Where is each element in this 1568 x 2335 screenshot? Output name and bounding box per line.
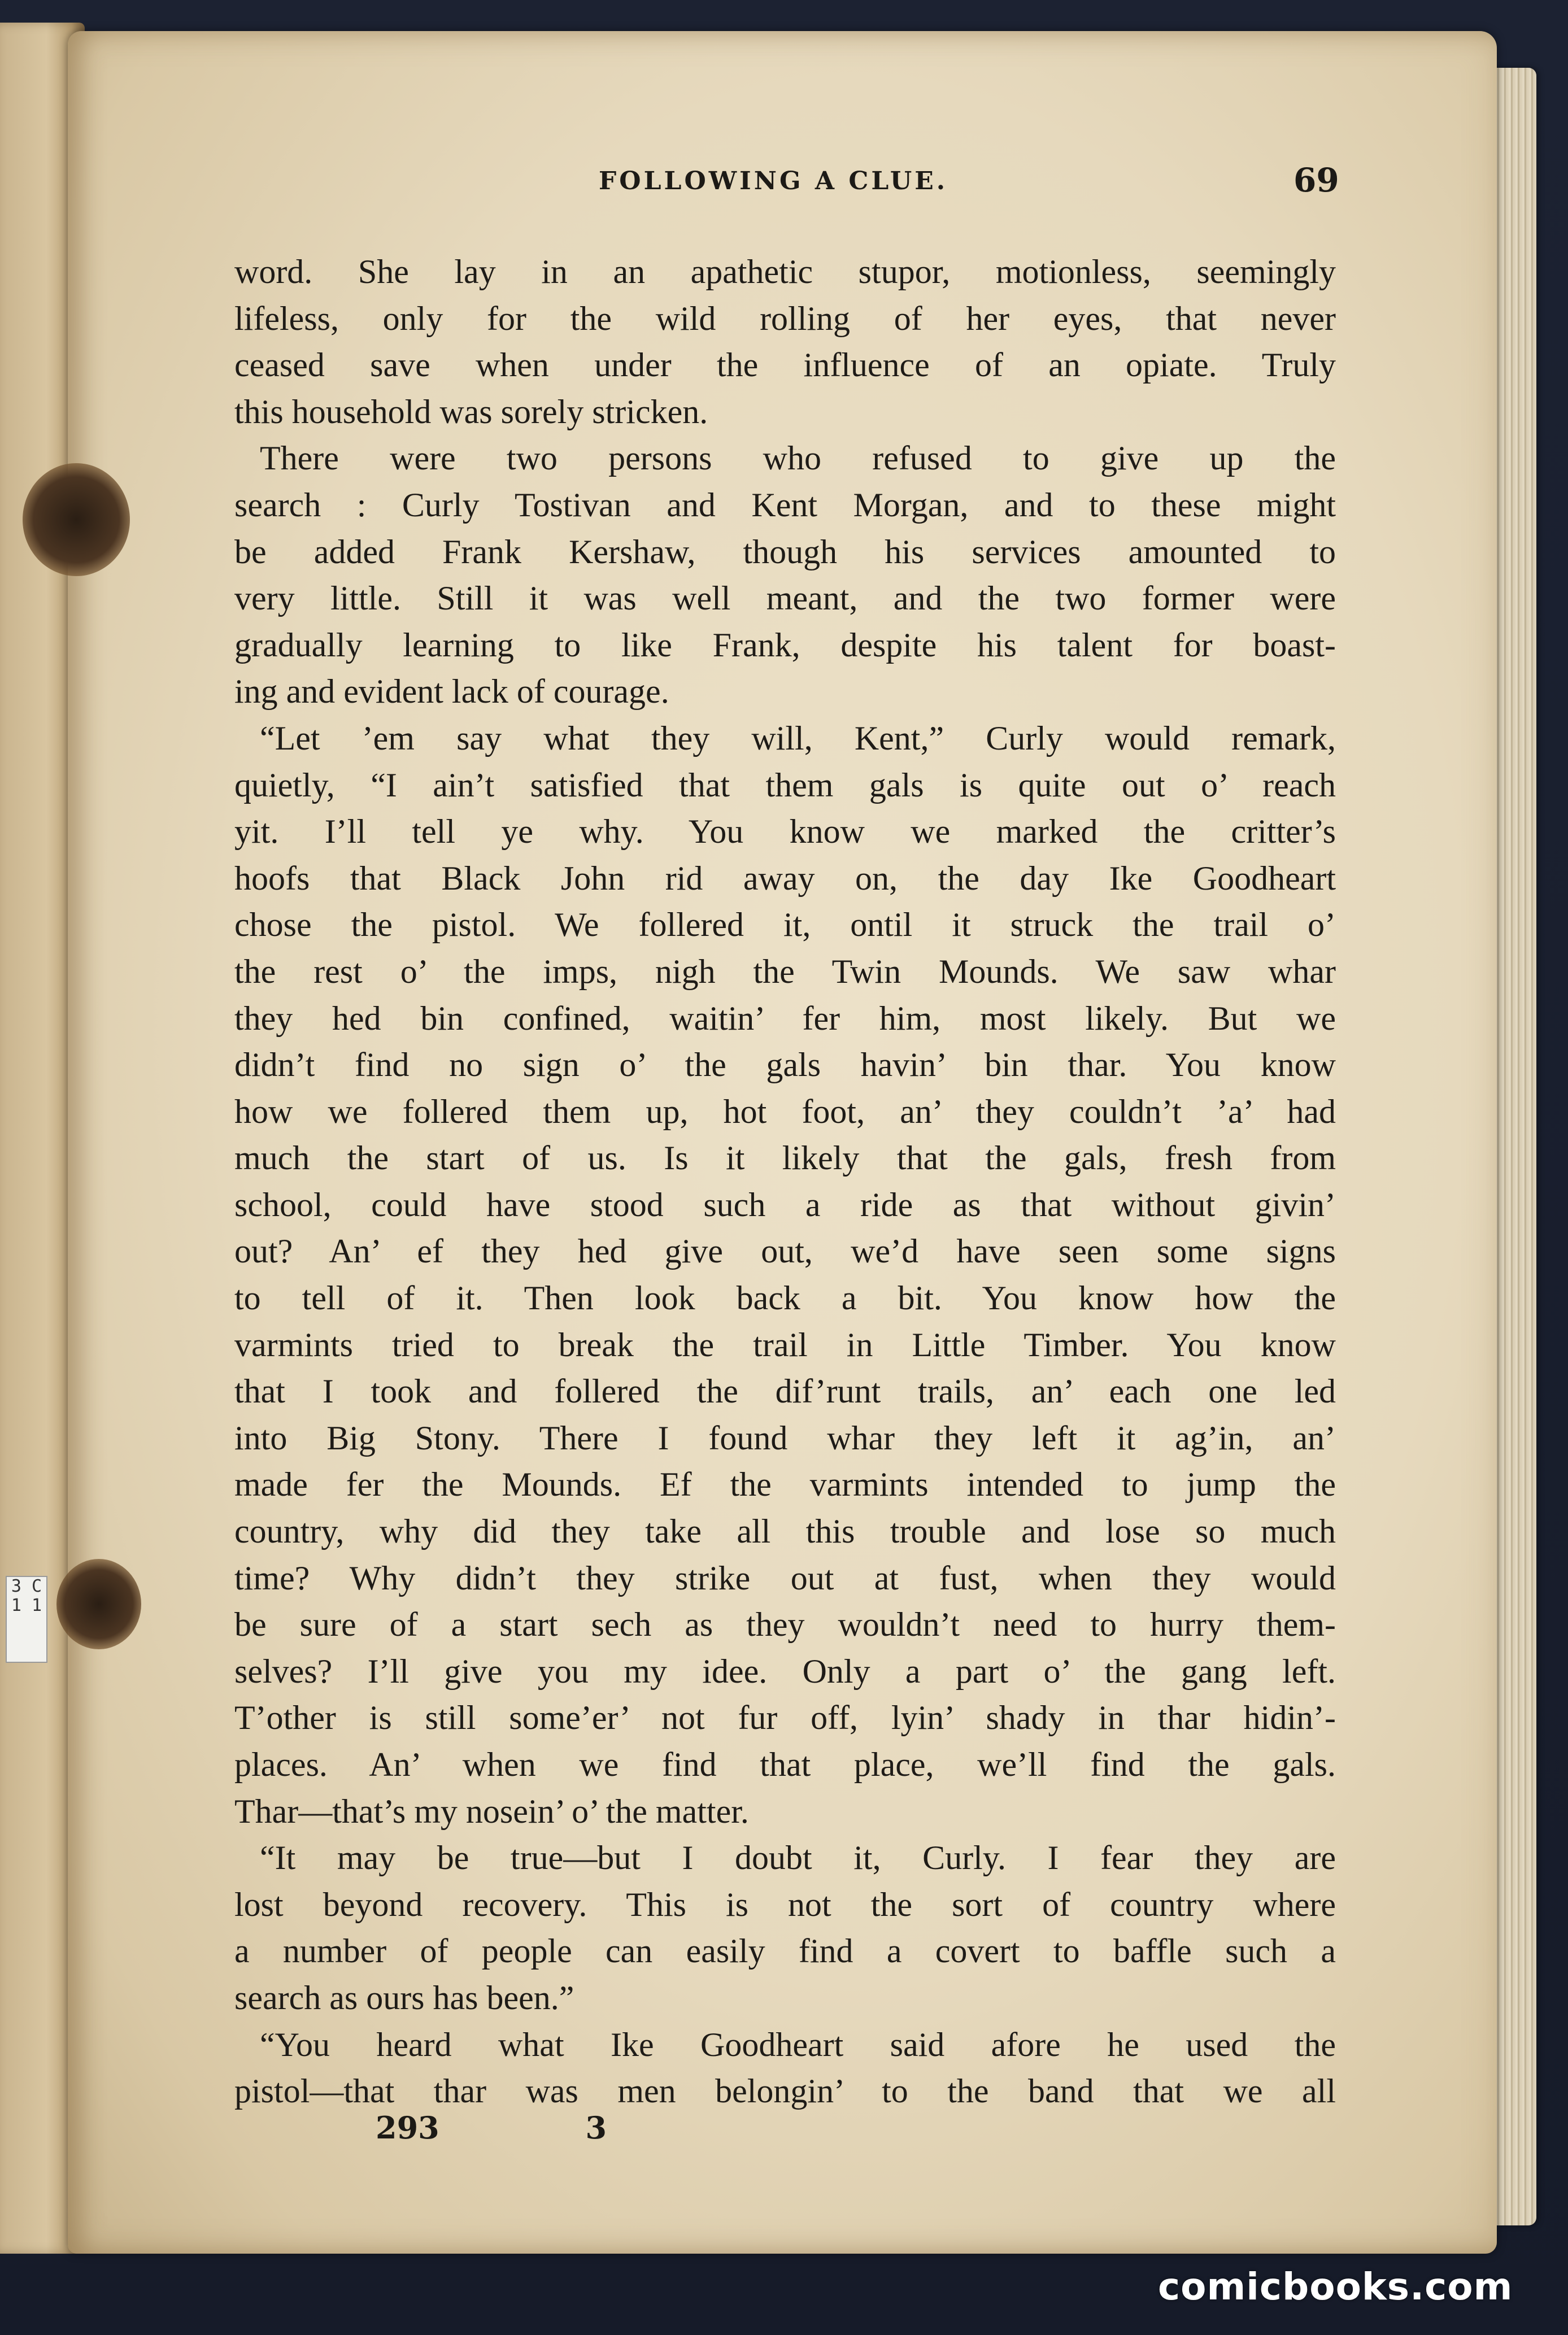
signature-number: 293: [376, 2110, 439, 2146]
text-line: ing and evident lack of courage.: [234, 673, 669, 711]
text-line: lifeless, only for the wild rolling of her eyes, that never: [234, 299, 1336, 337]
text-line: quietly, “I ain’t satisfied that them gals is quite out o’ reach: [234, 766, 1336, 804]
text-line: places. An’ when we find that place, we’ll find the gals.: [234, 1746, 1336, 1783]
text-line: country, why did they take all this trouble and lose so much: [234, 1513, 1336, 1550]
binding-hole: [56, 1559, 141, 1649]
text-line: “You heard what Ike Goodheart said afore he used the: [260, 2025, 1336, 2063]
text-line: search as ours has been.”: [234, 1979, 574, 2016]
text-line: selves? I’ll give you my idee. Only a part o’ the gang left.: [234, 1652, 1336, 1690]
body-text: [234, 249, 1336, 2112]
text-line: out? An’ ef they hed give out, we’d have seen some signs: [234, 1232, 1336, 1270]
watermark-text: comicbooks.com: [1158, 2265, 1513, 2308]
text-line: time? Why didn’t they strike out at fust, when they would: [234, 1559, 1336, 1597]
text-line: “Let ’em say what they will, Kent,” Curly would remark,: [260, 719, 1336, 757]
text-line: yit. I’ll tell ye why. You know we marked the critter’s: [234, 813, 1336, 851]
text-line: be sure of a start sech as they wouldn’t need to hurry them-: [234, 1606, 1336, 1644]
text-line: this household was sorely stricken.: [234, 393, 708, 430]
text-line: much the start of us. Is it likely that the gals, fresh from: [234, 1139, 1336, 1177]
text-line: a number of people can easily find a covert to baffle such a: [234, 1932, 1336, 1970]
page-number: 69: [1293, 161, 1339, 199]
text-line: school, could have stood such a ride as that without givin’: [234, 1186, 1336, 1223]
signature-letter: 3: [585, 2110, 607, 2146]
text-line: ceased save when under the influence of an opiate. Truly: [234, 346, 1336, 384]
binding-hole: [23, 463, 130, 576]
text-line: lost beyond recovery. This is not the sort of country where: [234, 1885, 1336, 1923]
text-line: didn’t find no sign o’ the gals havin’ bin thar. You know: [234, 1046, 1336, 1084]
text-line: the rest o’ the imps, nigh the Twin Mounds. We saw whar: [234, 952, 1336, 990]
text-line: that I took and follered the dif’runt trails, an’ each one led: [234, 1373, 1336, 1410]
signature-marks: [376, 2110, 742, 2146]
text-line: T’other is still some’er’ not fur off, lyin’ shady in thar hidin’-: [234, 1699, 1336, 1737]
text-line: pistol—that thar was men belongin’ to the band that we all: [234, 2072, 1336, 2110]
text-line: Thar—that’s my nosein’ o’ the matter.: [234, 1792, 749, 1830]
text-line: There were two persons who refused to give up the: [260, 439, 1336, 477]
running-head: FOLLOWING A CLUE.: [599, 167, 948, 195]
library-sticker: 3 C 1 1: [6, 1576, 47, 1663]
text-line: how we follered them up, hot foot, an’ they couldn’t ’a’ had: [234, 1092, 1336, 1130]
text-line: hoofs that Black John rid away on, the day Ike Goodheart: [234, 859, 1336, 897]
text-line: made fer the Mounds. Ef the varmints intended to jump the: [234, 1466, 1336, 1504]
text-line: into Big Stony. There I found whar they left it ag’in, an’: [234, 1419, 1336, 1457]
text-line: gradually learning to like Frank, despite his talent for boast-: [234, 626, 1336, 664]
text-line: be added Frank Kershaw, though his services amounted to: [234, 533, 1336, 570]
text-line: to tell of it. Then look back a bit. You know how the: [234, 1279, 1336, 1317]
text-line: word. She lay in an apathetic stupor, motionless, seemingly: [234, 253, 1336, 290]
text-line: very little. Still it was well meant, and the two former were: [234, 580, 1336, 617]
text-line: search : Curly Tostivan and Kent Morgan, and to these might: [234, 486, 1336, 524]
text-line: chose the pistol. We follered it, ontil it struck the trail o’: [234, 906, 1336, 944]
text-line: “It may be true—but I doubt it, Curly. I fear they are: [260, 1839, 1336, 1877]
text-line: varmints tried to break the trail in Little Timber. You know: [234, 1326, 1336, 1363]
text-line: they hed bin confined, waitin’ fer him, most likely. But we: [234, 999, 1336, 1037]
